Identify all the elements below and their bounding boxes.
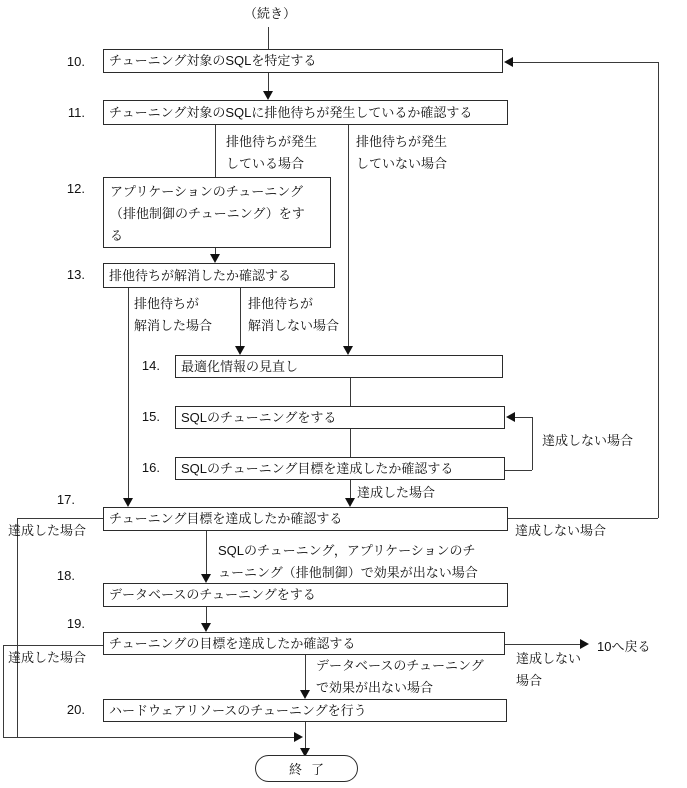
connector-13-17 — [128, 288, 129, 498]
step-number-10: 10. — [66, 54, 85, 69]
edge-label-goal19-not-achieved: 達成しない 場合 — [516, 651, 582, 689]
edge-label-lock-wait-not-occurring: 排他待ちが発生 していない場合 — [356, 134, 448, 172]
step-number-11: 11. — [67, 105, 85, 120]
arrowhead-10-11 — [263, 91, 273, 100]
arrowhead-11-14 — [343, 346, 353, 355]
step-number-19: 19. — [66, 616, 85, 631]
connector-16-loop-bottom — [505, 470, 532, 471]
edge-label-goal17-achieved: 達成した場合 — [8, 523, 87, 538]
arrowhead-17-18 — [201, 574, 211, 583]
step-11-box — [103, 100, 508, 125]
step-20-label: ハードウェアリソースのチューニングを行う — [109, 702, 367, 718]
arrowhead-12-13 — [210, 254, 220, 263]
connector-16-loop-vertical — [532, 417, 533, 470]
connector-14-15 — [350, 378, 351, 406]
step-number-17: 17. — [56, 492, 75, 507]
step-14-box — [175, 355, 503, 378]
step-19-box — [103, 632, 505, 655]
edge-label-goal19-achieved: 達成した場合 — [8, 650, 87, 665]
step-number-18: 18. — [56, 568, 75, 583]
arrowhead-19-return — [580, 639, 589, 649]
continued-note: （続き） — [243, 6, 296, 21]
step-10-box — [103, 49, 503, 73]
step-13-box — [103, 263, 335, 288]
connector-17-18 — [206, 531, 207, 575]
connector-17-left-vertical — [17, 518, 18, 737]
step-12-label-line3: る — [110, 228, 124, 244]
edge-label-lock-wait-resolved: 排他待ちが 解消した場合 — [134, 296, 213, 334]
connector-continued-to-10 — [268, 27, 269, 49]
step-18-label: データベースのチューニングをする — [109, 587, 316, 603]
connector-13-14 — [240, 288, 241, 346]
connector-11-14 — [348, 125, 349, 346]
step-10-label: チューニング対象のSQLを特定する — [109, 53, 317, 69]
arrowhead-13-14 — [235, 346, 245, 355]
connector-19-right — [505, 644, 580, 645]
step-15-label: SQLのチューニングをする — [181, 409, 337, 425]
arrowhead-return-10 — [504, 57, 513, 67]
connector-19-left — [3, 645, 103, 646]
arrowhead-loop-15 — [506, 412, 515, 422]
arrowhead-bottom-merge — [294, 732, 303, 742]
step-number-13: 13. — [66, 267, 85, 282]
step-12-label-line1: アプリケーションのチューニング — [110, 184, 304, 199]
step-12-box — [103, 177, 331, 248]
step-number-16: 16. — [141, 460, 160, 475]
connector-11-12 — [215, 125, 216, 177]
step-number-15: 15. — [141, 409, 160, 424]
step-18-box — [103, 583, 508, 607]
step-number-20: 20. — [66, 702, 85, 717]
edge-label-no-effect-db: データベースのチューニング で効果が出ない場合 — [316, 658, 484, 696]
step-13-label: 排他待ちが解消したか確認する — [109, 267, 292, 283]
connector-17-right — [508, 518, 658, 519]
connector-19-20 — [305, 655, 306, 691]
step-17-label: チューニング目標を達成したか確認する — [109, 511, 343, 527]
end-terminator-label: 終了 — [288, 762, 333, 777]
arrowhead-18-19 — [201, 623, 211, 632]
step-number-12: 12. — [66, 181, 85, 196]
connector-20-end — [305, 722, 306, 748]
edge-label-no-effect-sql-app: SQLのチューニング，アプリケーションのチ ューニング（排他制御）で効果が出ない場合 — [218, 543, 478, 581]
connector-return-to-10 — [513, 62, 658, 63]
arrowhead-19-20 — [300, 690, 310, 699]
end-terminator — [255, 755, 358, 782]
connector-17-return-vertical — [658, 62, 659, 518]
step-14-label: 最適化情報の見直し — [181, 358, 299, 374]
edge-label-return-to-10: 10へ戻る — [597, 639, 651, 654]
step-16-label: SQLのチューニング目標を達成したか確認する — [181, 460, 454, 476]
connector-17-left — [17, 518, 103, 519]
edge-label-sql-goal-achieved: 達成した場合 — [357, 485, 436, 500]
step-number-14: 14. — [141, 358, 160, 373]
edge-label-lock-wait-not-resolved: 排他待ちが 解消しない場合 — [248, 296, 340, 334]
step-11-label: チューニング対象のSQLに排他待ちが発生しているか確認する — [109, 104, 473, 120]
edge-label-lock-wait-occurring: 排他待ちが発生 している場合 — [226, 134, 318, 172]
connector-19-left-vertical — [3, 645, 4, 737]
step-12-label-line2: （排他制御のチューニング）をす — [110, 206, 305, 222]
connector-10-11 — [268, 73, 269, 92]
step-17-box — [103, 507, 508, 531]
step-20-box — [103, 699, 507, 722]
connector-18-19 — [206, 607, 207, 624]
step-16-box — [175, 457, 505, 480]
edge-label-goal17-not-achieved: 達成しない場合 — [515, 523, 607, 538]
connector-bottom-merge — [3, 737, 295, 738]
step-15-box — [175, 406, 505, 429]
arrowhead-13-17 — [123, 498, 133, 507]
step-19-label: チューニングの目標を達成したか確認する — [109, 635, 356, 651]
arrowhead-16-17 — [345, 498, 355, 507]
connector-16-17 — [350, 480, 351, 498]
connector-16-loop-top — [515, 417, 532, 418]
connector-15-16 — [350, 429, 351, 457]
edge-label-sql-goal-not-achieved: 達成しない場合 — [542, 433, 634, 448]
